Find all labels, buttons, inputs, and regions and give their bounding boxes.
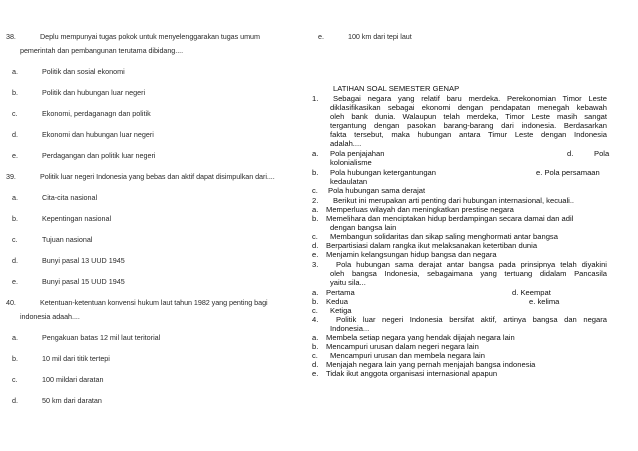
question-40-number: 40. [6,298,16,307]
question-4-line: Politik luar negeri Indonesia bersifat aktif, artinya bangsa dan negara [336,315,607,324]
option-marker: a. [312,149,319,158]
option-text: Ekonomi, perdaganagn dan politik [42,109,151,118]
option-marker: d. [12,130,18,139]
option-marker: a. [312,333,319,342]
option-text: Menjajah negara lain yang pernah menjajah bangsa indonesia [326,360,536,369]
option-marker: a. [12,193,18,202]
question-3-line: yaitu sila... [330,278,366,287]
option-marker: b. [312,214,319,223]
question-39-text: Politik luar negeri Indonesia yang bebas dan aktif dapat disimpulkan dari.... [40,172,275,181]
option-text: Politik dan hubungan luar negeri [42,88,146,97]
option-marker: d. [312,360,319,369]
question-38-number: 38. [6,32,16,41]
exam-heading: LATIHAN SOAL SEMESTER GENAP [333,84,460,93]
option-text: Menjamin kelangsungan hidup bangsa dan negara [326,250,497,259]
option-text: Cita-cita nasional [42,193,98,202]
option-text: Membangun solidaritas dan sikap saling menghormati antar bangsa [330,232,558,241]
option-marker: c. [312,232,318,241]
option-text: 100 mildari daratan [42,375,104,384]
option-text: Tujuan nasional [42,235,93,244]
option-text-cont: kedaulatan [330,177,368,186]
option-text: Kepentingan nasional [42,214,112,223]
option-marker: b. [12,214,18,223]
option-marker: a. [312,288,319,297]
option-marker: e. [312,369,319,378]
question-1-number: 1. [312,94,319,103]
question-3-number: 3. [312,260,319,269]
option-text: Pola hubungan sama derajat [328,186,426,195]
question-1-line: fakta tersebut, maka hubungan antara Timur Leste dengan Indonesia [330,130,607,139]
option-text: 10 mil dari titik tertepi [42,354,110,363]
option-marker: e. [12,277,18,286]
question-1-line: Sebagai negara yang relatif baru merdeka. Perekonomian Timor Leste [333,94,607,103]
question-1-line: adalah.... [330,139,362,148]
option-text: Pengakuan batas 12 mil laut teritorial [42,333,161,342]
question-39-number: 39. [6,172,16,181]
question-38-text: Deplu mempunyai tugas pokok untuk menyelenggarakan tugas umum [40,32,260,41]
question-1-line: tergantung dengan pasokan barang-barang dari indonesia. Berdasarkan [330,121,607,130]
option-marker: b. [312,342,319,351]
option-marker: e. [12,151,18,160]
question-38-text-cont: pemerintah dan pembangunan terutama dibidang.... [20,46,184,55]
question-40-text-cont: indonesia adaah.... [20,312,80,321]
question-2-text: Berikut ini merupakan arti penting dari hubungan internasional, kecuali.. [333,196,575,205]
option-marker: a. [12,67,18,76]
option-marker: c. [12,235,18,244]
option-marker: e. [318,32,324,41]
option-text: Kedua [326,297,348,306]
option-text: Pola [594,149,610,158]
option-text: Membela setiap negara yang hendak dijajah negara lain [326,333,515,342]
question-4-line: Indonesia... [330,324,370,333]
option-text: Pola hubungan ketergantungan [330,168,436,177]
option-marker: c. [12,109,18,118]
option-text: Ekonomi dan hubungan luar negeri [42,130,154,139]
left-column [0,0,300,451]
option-text: Memperluas wilayah dan meningkatkan prestise negara [326,205,514,214]
option-marker: b. [12,354,18,363]
option-marker: d. [567,149,574,158]
option-marker: b. [12,88,18,97]
option-text: 100 km dari tepi laut [348,32,412,41]
option-text: Politik dan sosial ekonomi [42,67,125,76]
question-1-line: oleh bank dunia. Walaupun telah merdeka, Timor Leste masih sangat [330,112,607,121]
option-marker: c. [312,306,318,315]
option-marker: e. [312,250,319,259]
question-3-line: oleh bangsa Indonesia, sebagaimana yang tertuang didalam Pancasila [330,269,607,278]
option-text: Ketiga [330,306,352,315]
question-4-number: 4. [312,315,319,324]
option-text: d. Keempat [512,288,551,297]
question-3-line: Pola hubungan sama derajat antar bangsa pada prinsipnya telah diyakini [336,260,607,269]
option-marker: a. [312,205,319,214]
option-marker: d. [12,256,18,265]
option-text: e. Pola persamaan [536,168,600,177]
option-marker: b. [312,297,319,306]
right-column [300,0,638,451]
option-marker: c. [312,351,318,360]
option-marker: d. [312,241,319,250]
option-marker: b. [312,168,319,177]
option-text-cont: dengan bangsa lain [330,223,397,232]
option-text: Mencampuri urusan dan membela negara lain [330,351,485,360]
question-40-text: Ketentuan-ketentuan konvensi hukum laut tahun 1982 yang penting bagi [40,298,268,307]
option-marker: c. [12,375,18,384]
option-text: Bunyi pasal 15 UUD 1945 [42,277,125,286]
option-text: Bunyi pasal 13 UUD 1945 [42,256,125,265]
option-text: Berpartisiasi dalam rangka ikut melaksanakan ketertiban dunia [326,241,538,250]
question-1-line: diklasifikasikan sebagai ekonomi dengan pendapatan menegah kebawah [330,103,607,112]
option-text-cont: kolonialisme [330,158,372,167]
option-text: Perdagangan dan politik luar negeri [42,151,156,160]
option-text: Tidak ikut anggota organisasi internasional apapun [326,369,498,378]
option-text: 50 km dari daratan [42,396,102,405]
option-marker: c. [312,186,318,195]
option-text: e. kelima [529,297,560,306]
option-text: Mencampuri urusan dalam negeri negara lain [326,342,479,351]
option-marker: a. [12,333,18,342]
option-text: Pola penjajahan [330,149,385,158]
option-text: Memelihara dan menciptakan hidup berdampingan secara damai dan adil [326,214,574,223]
option-text: Pertama [326,288,355,297]
question-2-number: 2. [312,196,319,205]
option-marker: d. [12,396,18,405]
